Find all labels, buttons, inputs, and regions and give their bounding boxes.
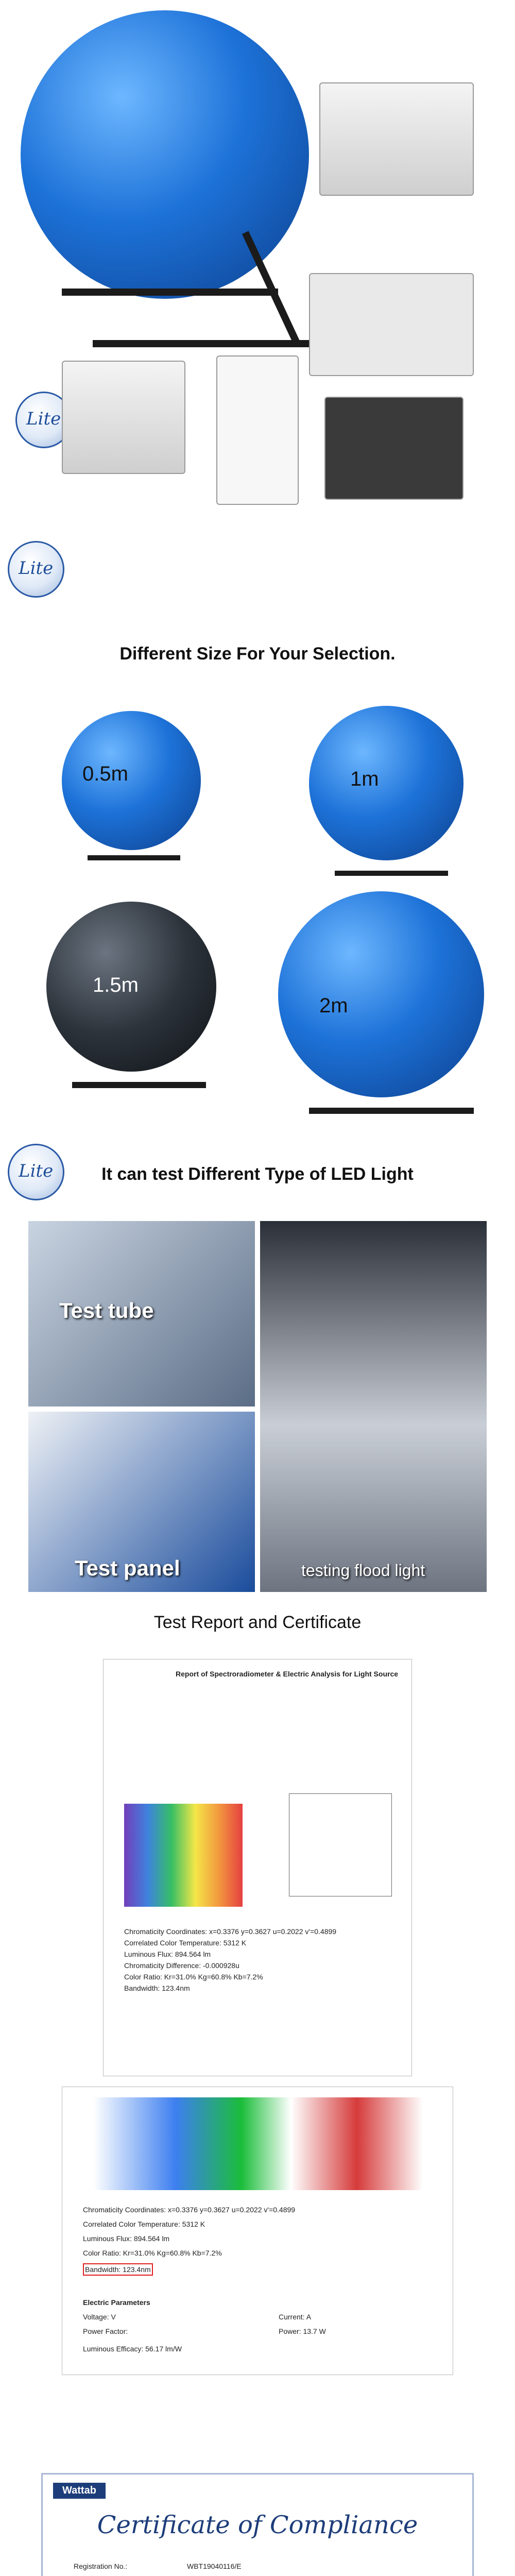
photo-label: Test panel <box>75 1556 180 1580</box>
sphere-stand <box>335 871 448 876</box>
report-line: Chromaticity Coordinates: x=0.3376 y=0.3627 u=0.2022 v'=0.4899 <box>83 2206 296 2214</box>
spectrum-detail-chart <box>93 2097 423 2190</box>
report-line: Voltage: V <box>83 2313 116 2321</box>
report-line: Chromaticity Coordinates: x=0.3376 y=0.3627 u=0.2022 v'=0.4899 <box>124 1927 337 1936</box>
report-line: Current: A <box>279 2313 312 2321</box>
overview-section <box>0 0 515 541</box>
certificate-field-label: Registration No.: <box>74 2562 128 2570</box>
report-section <box>0 1597 515 2576</box>
spectroradiometer-unit <box>319 82 474 196</box>
report-line: Color Ratio: Kr=31.0% Kg=60.8% Kb=7.2% <box>83 2249 222 2257</box>
cabinet <box>216 355 299 505</box>
report-line: Power: 13.7 W <box>279 2327 326 2335</box>
sphere-size-label: 0.5m <box>82 762 128 785</box>
report-line: Luminous Flux: 894.564 lm <box>124 1950 211 1958</box>
report-line: Power Factor: <box>83 2327 128 2335</box>
sphere-size-label: 1.5m <box>93 974 139 996</box>
sphere-stand <box>62 289 278 296</box>
report-heading: Test Report and Certificate <box>153 1613 362 1632</box>
voltage-stabilizer <box>62 361 185 474</box>
sizes-section <box>0 541 515 1144</box>
integrating-sphere-large <box>21 10 309 299</box>
report-line: Bandwidth: 123.4nm <box>124 1984 190 1992</box>
report-line: Electric Parameters <box>83 2298 150 2307</box>
sphere-size-label: 2m <box>319 994 348 1017</box>
sizes-heading: Different Size For Your Selection. <box>119 644 396 664</box>
certificate-tag: Wattab <box>53 2483 106 2499</box>
calibration-lamps <box>324 397 464 500</box>
report-line: Bandwidth: 123.4nm <box>83 2263 153 2276</box>
certificate-title: Certificate of Compliance <box>97 2511 418 2539</box>
photo-label: Test tube <box>59 1298 154 1323</box>
brand-logo: Lite <box>8 1144 64 1200</box>
sphere-size-label: 1m <box>350 768 379 790</box>
report-detail-page <box>62 2087 453 2375</box>
certificate-field-value: WBT19040116/E <box>187 2562 242 2570</box>
sphere-2m <box>278 891 484 1097</box>
report-title: Report of Spectroradiometer & Electric Analysis for Light Source <box>176 1670 399 1678</box>
report-line: Correlated Color Temperature: 5312 K <box>124 1939 247 1947</box>
sphere-1m <box>309 706 464 860</box>
cie-diagram <box>289 1793 392 1896</box>
flood-light-photo <box>260 1221 487 1592</box>
report-line: Chromaticity Difference: -0.000928u <box>124 1961 239 1970</box>
ac-power-supply <box>309 273 474 376</box>
sphere-stand <box>88 855 180 860</box>
types-heading: It can test Different Type of LED Light <box>101 1164 414 1184</box>
spectrum-chart <box>124 1804 243 1907</box>
test-tube-photo <box>28 1221 255 1406</box>
photo-label: testing flood light <box>301 1561 425 1580</box>
test-report-page <box>103 1659 412 2076</box>
test-panel-photo <box>28 1412 255 1592</box>
report-line: Luminous Efficacy: 56.17 lm/W <box>83 2345 182 2353</box>
brand-logo: Lite <box>15 392 72 448</box>
sphere-stand <box>72 1082 206 1088</box>
sphere-stand <box>309 1108 474 1114</box>
report-line: Luminous Flux: 894.564 lm <box>83 2234 170 2243</box>
certificate-page <box>41 2473 474 2576</box>
report-line: Color Ratio: Kr=31.0% Kg=60.8% Kb=7.2% <box>124 1973 263 1981</box>
report-line: Correlated Color Temperature: 5312 K <box>83 2220 205 2228</box>
brand-logo: Lite <box>8 541 64 598</box>
